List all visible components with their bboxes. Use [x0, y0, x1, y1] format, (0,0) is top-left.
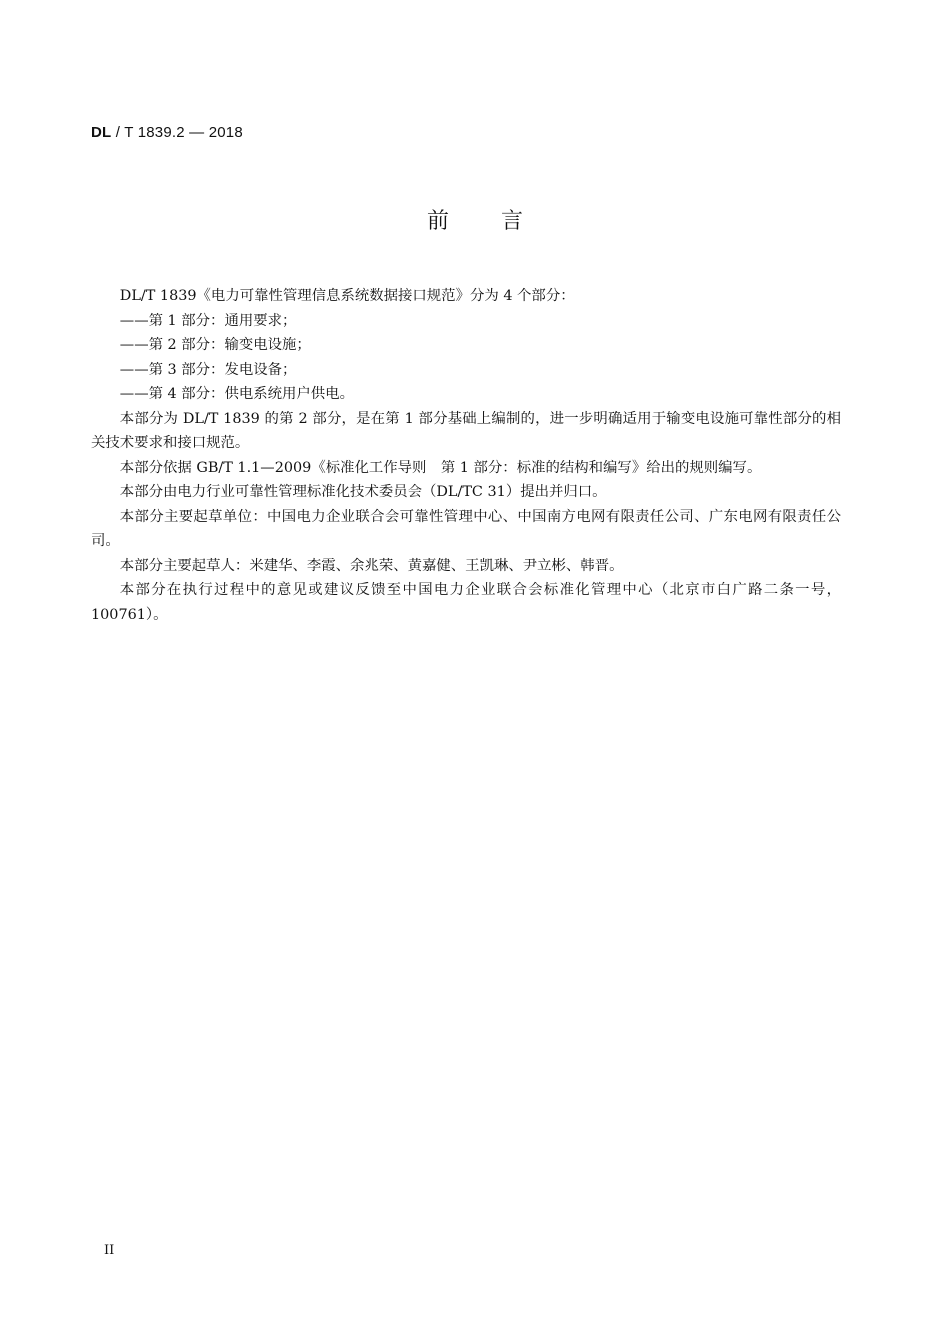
title-char-2: 言: [501, 209, 524, 234]
part-list-item: ——第 4 部分：供电系统用户供电。: [119, 386, 354, 402]
page-number: II: [104, 1243, 115, 1258]
part-list-item: ——第 2 部分：输变电设施；: [119, 337, 311, 353]
drafters-paragraph: 本部分主要起草人：米建华、李霞、余兆荣、黄嘉健、王凯琳、尹立彬、韩晋。: [119, 557, 624, 574]
standard-code-rest: / T 1839.2 — 2018: [111, 124, 243, 141]
part-list-item: ——第 3 部分：发电设备；: [119, 361, 297, 378]
drafting-rules-paragraph: 本部分依据 GB/T 1.1—2009《标准化工作导则 第 1 部分：标准的结构和编写》给出的规则编写。: [119, 459, 762, 476]
page-title: [0, 204, 950, 235]
foreword-body: [91, 284, 841, 627]
scope-paragraph: 本部分为 DL/T 1839 的第 2 部分，是在第 1 部分基础上编制的，进一步明确适用于输变电设施可靠性部分的相关技术要求和接口规范。: [91, 410, 841, 451]
standard-code: [91, 124, 243, 141]
feedback-paragraph: 本部分在执行过程中的意见或建议反馈至中国电力企业联合会标准化管理中心（北京市白广路二条一号，100761）。: [91, 582, 841, 623]
part-list-item: ——第 1 部分：通用要求；: [119, 312, 297, 329]
proposer-paragraph: 本部分由电力行业可靠性管理标准化技术委员会（DL/TC 31）提出并归口。: [119, 484, 607, 500]
title-char-1: 前: [426, 209, 449, 234]
standard-code-prefix: DL: [91, 124, 112, 141]
intro-paragraph: DL/T 1839《电力可靠性管理信息系统数据接口规范》分为 4 个部分：: [119, 288, 575, 304]
drafting-units-paragraph: 本部分主要起草单位：中国电力企业联合会可靠性管理中心、中国南方电网有限责任公司、广东电网有限责任公司。: [91, 508, 841, 549]
